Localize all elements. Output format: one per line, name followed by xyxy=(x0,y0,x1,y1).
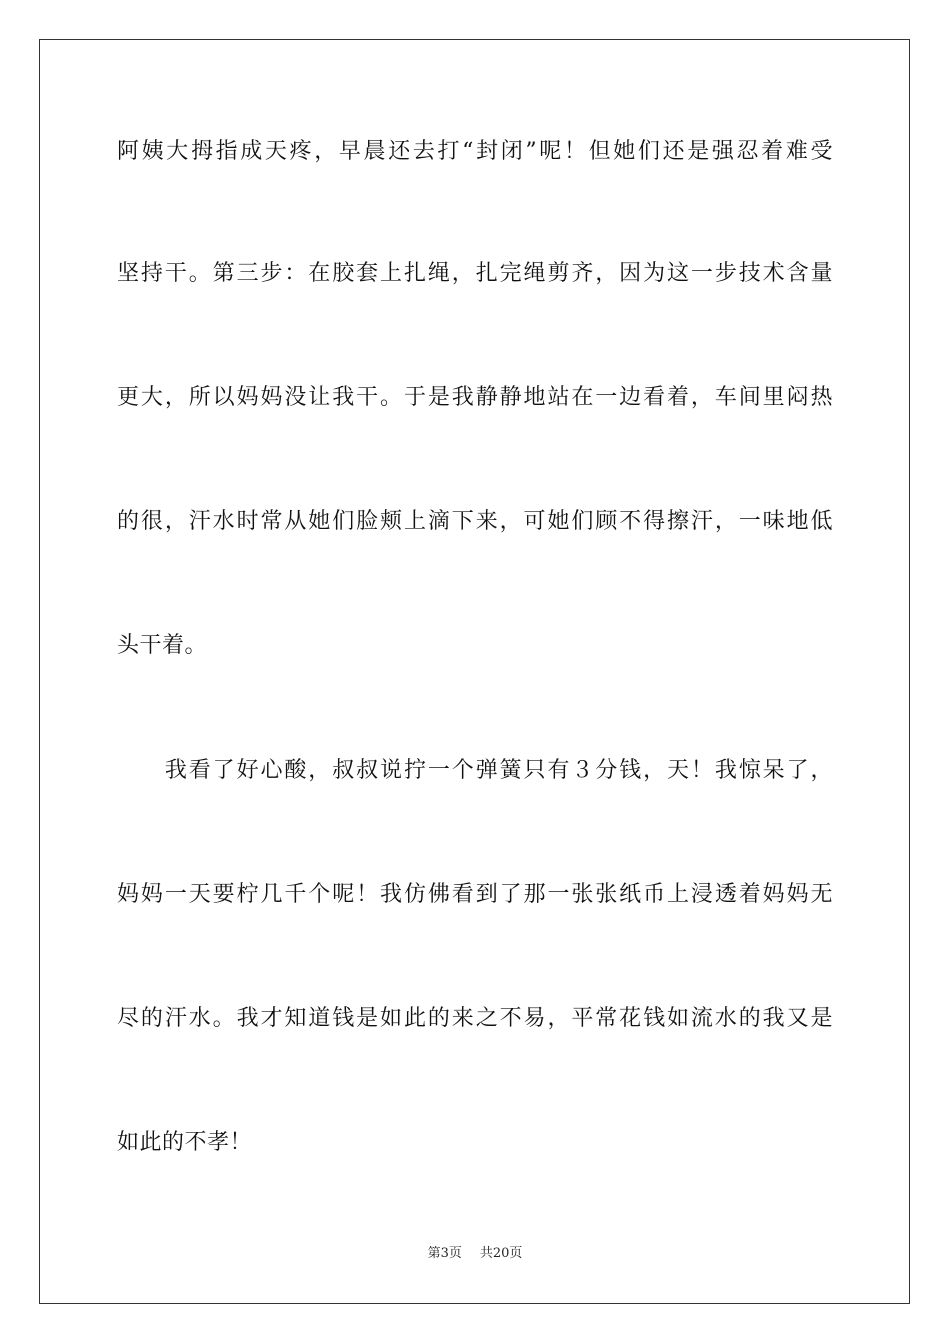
page-total: 共20页 xyxy=(479,1246,523,1261)
page-number: 第3页 xyxy=(427,1246,462,1261)
page-footer xyxy=(0,1245,950,1263)
text-line: 更大，所以妈妈没让我干。于是我静静地站在一边看着，车间里闷热 xyxy=(117,385,833,410)
text-line: 阿姨大拇指成天疼，早晨还去打“封闭”呢！但她们还是强忍着难受 xyxy=(117,139,833,164)
text-line: 如此的不孝！ xyxy=(117,1130,253,1155)
text-line: 坚持干。第三步：在胶套上扎绳，扎完绳剪齐，因为这一步技术含量 xyxy=(117,261,833,286)
page-border xyxy=(39,39,910,1304)
text-line: 妈妈一天要柠几千个呢！我仿佛看到了那一张张纸币上浸透着妈妈无 xyxy=(117,882,833,907)
text-line: 头干着。 xyxy=(117,633,208,658)
text-line: 的很，汗水时常从她们脸颊上滴下来，可她们顾不得擦汗，一味地低 xyxy=(117,509,833,534)
text-line: 我看了好心酸，叔叔说拧一个弹簧只有３分钱，天！我惊呆了， xyxy=(117,758,833,783)
text-line: 尽的汗水。我才知道钱是如此的来之不易，平常花钱如流水的我又是 xyxy=(117,1006,833,1031)
